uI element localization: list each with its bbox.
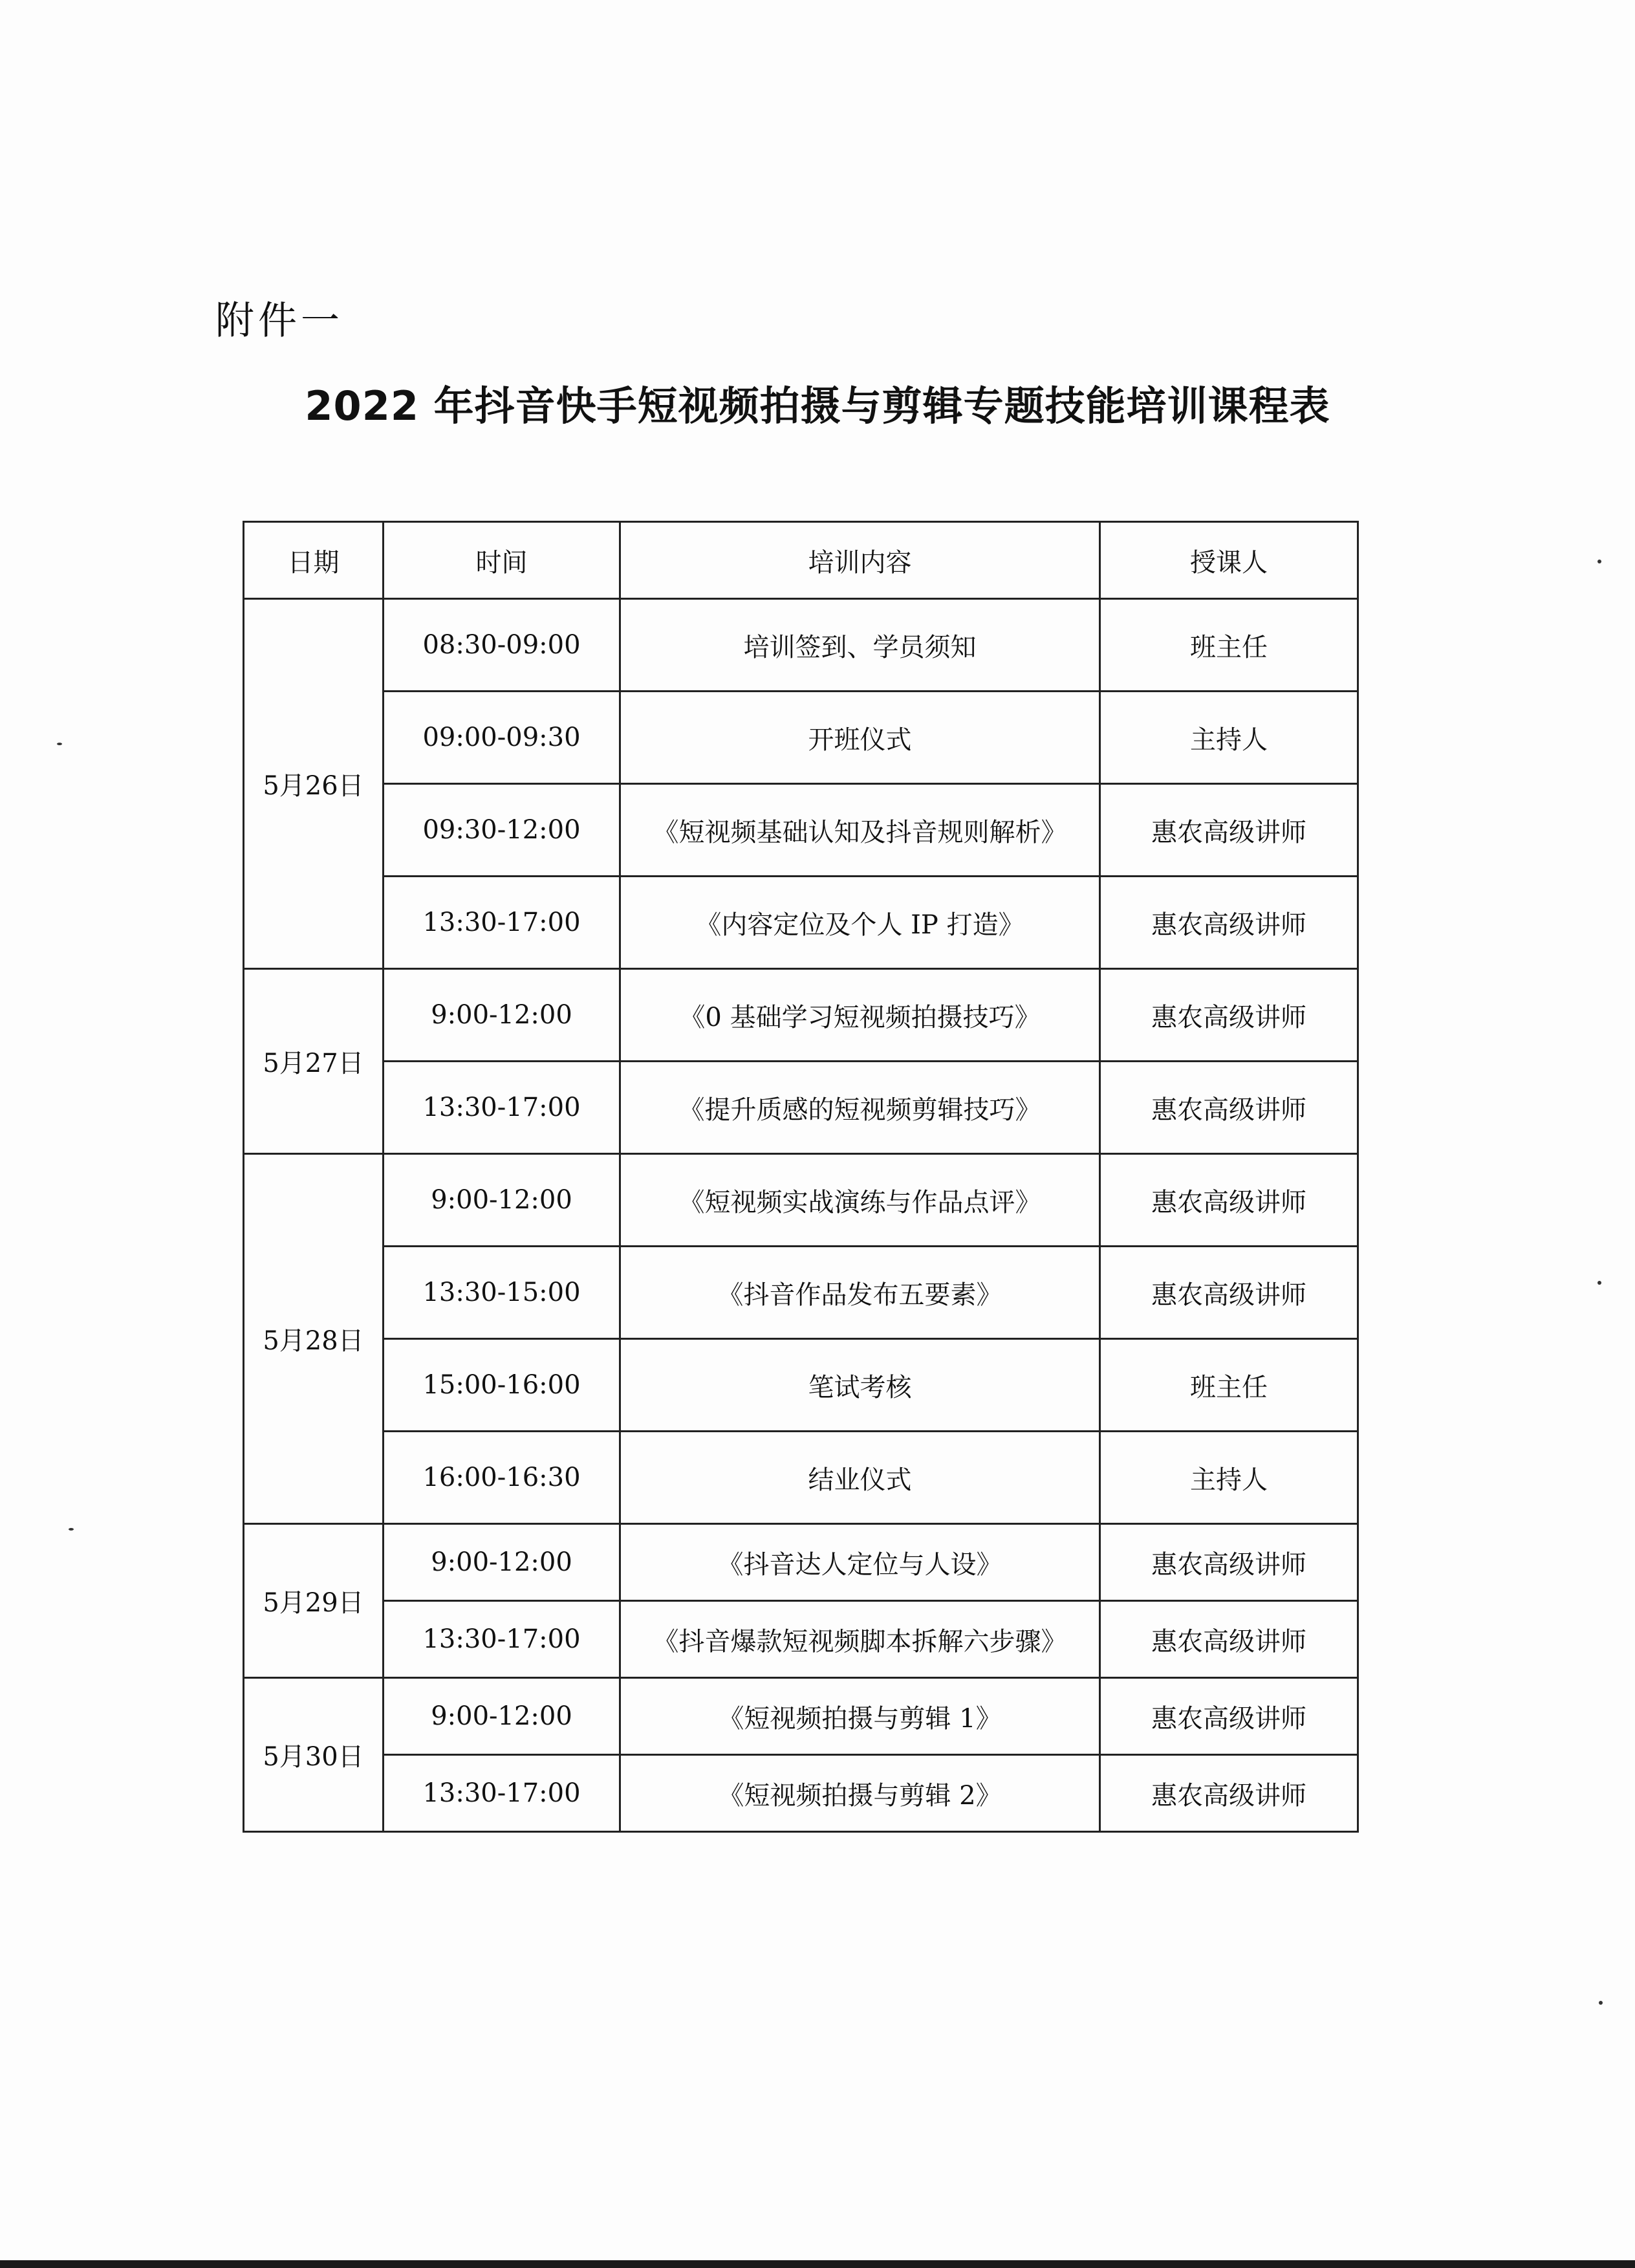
content-cell: 培训签到、学员须知 (620, 599, 1100, 692)
instructor-cell: 惠农高级讲师 (1100, 1062, 1358, 1154)
time-cell: 13:30-17:00 (384, 1062, 620, 1154)
table-row (244, 692, 1358, 784)
time-cell: 9:00-12:00 (384, 1678, 620, 1755)
table-row (244, 1154, 1358, 1247)
table-row (244, 1339, 1358, 1432)
header-instructor: 授课人 (1100, 522, 1358, 599)
table-header-row (244, 522, 1358, 599)
content-cell: 《抖音作品发布五要素》 (620, 1247, 1100, 1339)
instructor-cell: 惠农高级讲师 (1100, 1524, 1358, 1601)
date-cell: 5月29日 (244, 1524, 384, 1678)
instructor-cell: 班主任 (1100, 599, 1358, 692)
time-cell: 09:00-09:30 (384, 692, 620, 784)
table-row (244, 1678, 1358, 1755)
table-row (244, 877, 1358, 969)
time-cell: 13:30-17:00 (384, 1601, 620, 1678)
time-cell: 15:00-16:00 (384, 1339, 620, 1432)
table-row (244, 1247, 1358, 1339)
scan-bottom-edge (0, 2260, 1635, 2268)
content-cell: 《短视频实战演练与作品点评》 (620, 1154, 1100, 1247)
date-cell: 5月27日 (244, 969, 384, 1154)
instructor-cell: 惠农高级讲师 (1100, 877, 1358, 969)
instructor-cell: 惠农高级讲师 (1100, 1247, 1358, 1339)
table-row (244, 1601, 1358, 1678)
scan-speck (1597, 560, 1601, 563)
time-cell: 9:00-12:00 (384, 1524, 620, 1601)
content-cell: 《抖音爆款短视频脚本拆解六步骤》 (620, 1601, 1100, 1678)
document-title: 2022 年抖音快手短视频拍摄与剪辑专题技能培训课程表 (305, 382, 1330, 430)
date-cell: 5月28日 (244, 1154, 384, 1524)
instructor-cell: 惠农高级讲师 (1100, 1755, 1358, 1832)
instructor-cell: 惠农高级讲师 (1100, 1154, 1358, 1247)
table-row (244, 969, 1358, 1062)
content-cell: 《短视频拍摄与剪辑 1》 (620, 1678, 1100, 1755)
table-row (244, 1755, 1358, 1832)
content-cell: 《短视频基础认知及抖音规则解析》 (620, 784, 1100, 877)
content-cell: 笔试考核 (620, 1339, 1100, 1432)
content-cell: 结业仪式 (620, 1432, 1100, 1524)
attachment-label: 附件一 (215, 298, 343, 343)
instructor-cell: 惠农高级讲师 (1100, 1678, 1358, 1755)
schedule-table (243, 521, 1359, 1833)
time-cell: 08:30-09:00 (384, 599, 620, 692)
content-cell: 《内容定位及个人 IP 打造》 (620, 877, 1100, 969)
header-date: 日期 (244, 522, 384, 599)
time-cell: 13:30-17:00 (384, 1755, 620, 1832)
instructor-cell: 惠农高级讲师 (1100, 969, 1358, 1062)
scan-speck (69, 1528, 74, 1531)
instructor-cell: 惠农高级讲师 (1100, 1601, 1358, 1678)
header-content: 培训内容 (620, 522, 1100, 599)
content-cell: 《0 基础学习短视频拍摄技巧》 (620, 969, 1100, 1062)
instructor-cell: 主持人 (1100, 692, 1358, 784)
date-cell: 5月30日 (244, 1678, 384, 1832)
table-row (244, 1432, 1358, 1524)
instructor-cell: 主持人 (1100, 1432, 1358, 1524)
content-cell: 《抖音达人定位与人设》 (620, 1524, 1100, 1601)
date-cell: 5月26日 (244, 599, 384, 969)
scan-speck (1599, 2001, 1603, 2005)
table-row (244, 1524, 1358, 1601)
table-row (244, 599, 1358, 692)
content-cell: 《提升质感的短视频剪辑技巧》 (620, 1062, 1100, 1154)
instructor-cell: 惠农高级讲师 (1100, 784, 1358, 877)
header-time: 时间 (384, 522, 620, 599)
instructor-cell: 班主任 (1100, 1339, 1358, 1432)
time-cell: 09:30-12:00 (384, 784, 620, 877)
time-cell: 9:00-12:00 (384, 1154, 620, 1247)
content-cell: 《短视频拍摄与剪辑 2》 (620, 1755, 1100, 1832)
content-cell: 开班仪式 (620, 692, 1100, 784)
table-row (244, 784, 1358, 877)
time-cell: 13:30-15:00 (384, 1247, 620, 1339)
scan-speck (1597, 1281, 1601, 1285)
time-cell: 9:00-12:00 (384, 969, 620, 1062)
scan-speck (57, 743, 62, 745)
table-row (244, 1062, 1358, 1154)
time-cell: 13:30-17:00 (384, 877, 620, 969)
time-cell: 16:00-16:30 (384, 1432, 620, 1524)
